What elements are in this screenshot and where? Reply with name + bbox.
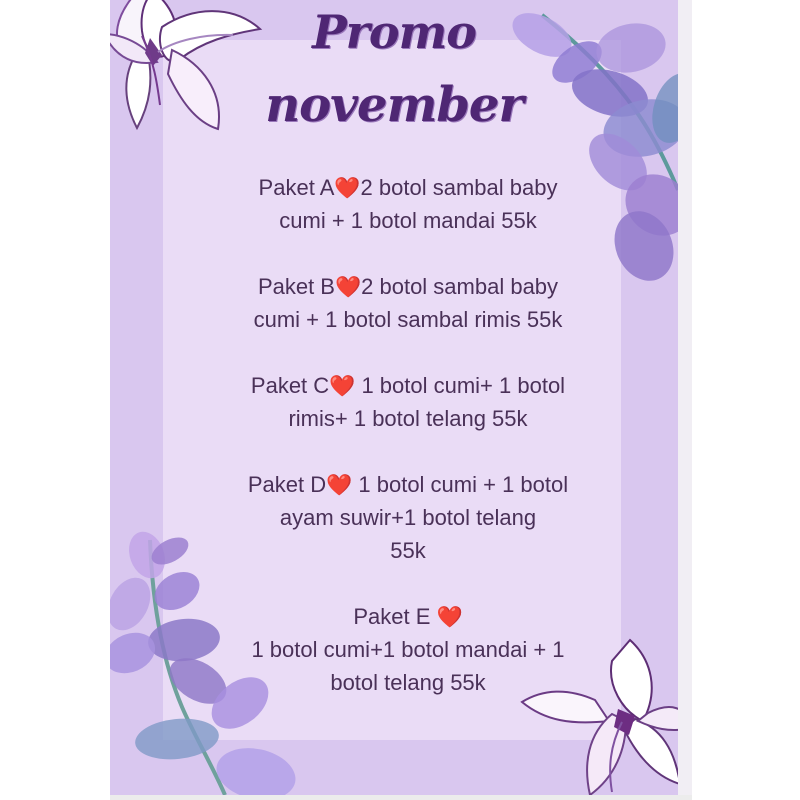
package-list bbox=[198, 171, 618, 732]
package-c bbox=[198, 369, 618, 435]
heart-icon: ❤️ bbox=[334, 276, 362, 299]
package-d-line-1: 1 botol cumi + 1 botol bbox=[352, 472, 569, 497]
package-e-line-1: 1 botol cumi+1 botol mandai + 1 bbox=[251, 637, 565, 662]
right-margin bbox=[678, 0, 692, 800]
heart-icon: ❤️ bbox=[334, 177, 361, 200]
heart-icon: ❤️ bbox=[436, 606, 463, 629]
package-e-label: Paket E bbox=[353, 604, 437, 629]
package-d-label: Paket D bbox=[247, 472, 327, 497]
package-d-line-2: ayam suwir+1 botol telang bbox=[279, 505, 537, 530]
package-a bbox=[198, 171, 618, 237]
package-a-line-2: cumi + 1 botol mandai 55k bbox=[279, 208, 537, 233]
package-d-line-3: 55k bbox=[390, 538, 426, 563]
bottom-margin bbox=[110, 795, 692, 800]
package-b-label: Paket B bbox=[257, 274, 335, 299]
package-b-line-2: cumi + 1 botol sambal rimis 55k bbox=[253, 307, 563, 332]
package-c-label: Paket C bbox=[250, 373, 330, 398]
package-e bbox=[198, 600, 618, 699]
heart-icon: ❤️ bbox=[329, 375, 356, 398]
package-e-line-2: botol telang 55k bbox=[330, 670, 486, 695]
package-c-line-2: rimis+ 1 botol telang 55k bbox=[288, 406, 528, 431]
package-a-label: Paket A bbox=[258, 175, 335, 200]
heart-icon: ❤️ bbox=[326, 474, 353, 497]
package-d bbox=[198, 468, 618, 567]
title-november: november bbox=[265, 77, 523, 133]
title-promo: Promo bbox=[312, 5, 476, 59]
package-b-line-1: 2 botol sambal baby bbox=[361, 274, 559, 299]
package-b bbox=[198, 270, 618, 336]
package-c-line-1: 1 botol cumi+ 1 botol bbox=[355, 373, 566, 398]
promo-flyer bbox=[110, 0, 678, 795]
package-a-line-1: 2 botol sambal baby bbox=[360, 175, 558, 200]
